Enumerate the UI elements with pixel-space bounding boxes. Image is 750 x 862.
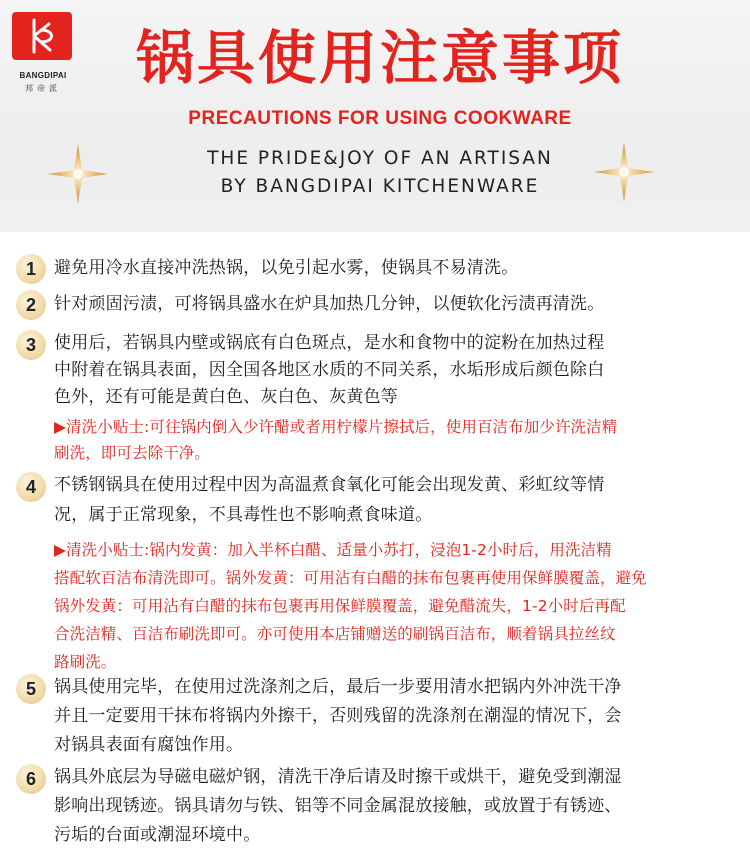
page-title: 锅具使用注意事项 xyxy=(135,24,624,92)
cleaning-tip-line: ▶清洗小贴士:锅内发黄：加入半杯白醋、适量小苏打，浸泡1-2小时后，用洗洁精 xyxy=(54,541,612,559)
header-banner xyxy=(0,0,750,232)
item-text-line: 锅具使用完毕，在使用过洗涤剂之后，最后一步要用清水把锅内外冲洗干净 xyxy=(54,677,622,697)
cleaning-tip-line: 搭配软百洁布清洗即可。锅外发黄：可用沾有白醋的抹布包裹再使用保鲜膜覆盖，避免 xyxy=(54,569,647,587)
item-number-badge: 2 xyxy=(16,290,46,320)
item-text-line: 况，属于正常现象，不具毒性也不影响煮食味道。 xyxy=(54,505,433,525)
item-text-line: 不锈钢锅具在使用过程中因为高温煮食氧化可能会出现发黄、彩虹纹等情 xyxy=(54,475,605,495)
item-text: 针对顽固污渍，可将锅具盛水在炉具加热几分钟，以便软化污渍再清洗。 xyxy=(54,294,605,314)
precautions-list xyxy=(0,232,750,862)
item-text-line: 使用后，若锅具内壁或锅底有白色斑点，是水和食物中的淀粉在加热过程 xyxy=(54,333,605,353)
item-number-badge: 5 xyxy=(16,674,46,704)
sparkle-icon xyxy=(594,142,654,202)
item-number-badge: 3 xyxy=(16,330,46,360)
page-subtitle: PRECAUTIONS FOR USING COOKWARE xyxy=(188,108,572,129)
item-number-badge: 6 xyxy=(16,764,46,794)
slogan-line-2: BY BANGDIPAI KITCHENWARE xyxy=(220,176,540,197)
item-text: 避免用冷水直接冲洗热锅，以免引起水雾，使锅具不易清洗。 xyxy=(54,258,519,278)
item-number-badge: 1 xyxy=(16,254,46,284)
cleaning-tip-line: 刷洗，即可去除干净。 xyxy=(54,444,211,462)
logo-brand-en: BANGDIPAI xyxy=(19,71,67,80)
cleaning-tip-line: 路刷洗。 xyxy=(54,653,117,671)
item-text-line: 影响出现锈迹。锅具请勿与铁、铝等不同金属混放接触，或放置于有锈迹、 xyxy=(54,796,622,816)
logo-brand-cn: 邦帝派 xyxy=(25,84,61,93)
item-number-badge: 4 xyxy=(16,472,46,502)
sparkle-icon xyxy=(48,144,108,204)
cleaning-tip-line: 锅外发黄：可用沾有白醋的抹布包裹再用保鲜膜覆盖，避免醋流失，1-2小时后再配 xyxy=(54,597,626,615)
logo-mark-icon xyxy=(25,16,59,56)
item-text-line: 并且一定要用干抹布将锅内外擦干，否则残留的洗涤剂在潮湿的情况下，会 xyxy=(54,706,622,726)
slogan-line-1: THE PRIDE&JOY OF AN ARTISAN xyxy=(207,148,553,169)
item-text-line: 锅具外底层为导磁电磁炉钢，清洗干净后请及时擦干或烘干，避免受到潮湿 xyxy=(54,767,622,787)
item-text-line: 中附着在锅具表面，因全国各地区水质的不同关系，水垢形成后颜色除白 xyxy=(54,360,605,380)
item-text-line: 污垢的台面或潮湿环境中。 xyxy=(54,825,261,845)
brand-logo xyxy=(12,12,72,60)
item-text-line: 色外，还有可能是黄白色、灰白色、灰黄色等 xyxy=(54,387,398,407)
item-text-line: 对锅具表面有腐蚀作用。 xyxy=(54,735,244,755)
cleaning-tip-line: ▶清洗小贴士:可往锅内倒入少许醋或者用柠檬片擦拭后，使用百洁布加少许洗洁精 xyxy=(54,418,618,436)
cleaning-tip-line: 合洗洁精、百洁布刷洗即可。亦可使用本店铺赠送的刷锅百洁布，顺着锅具拉丝纹 xyxy=(54,625,616,643)
